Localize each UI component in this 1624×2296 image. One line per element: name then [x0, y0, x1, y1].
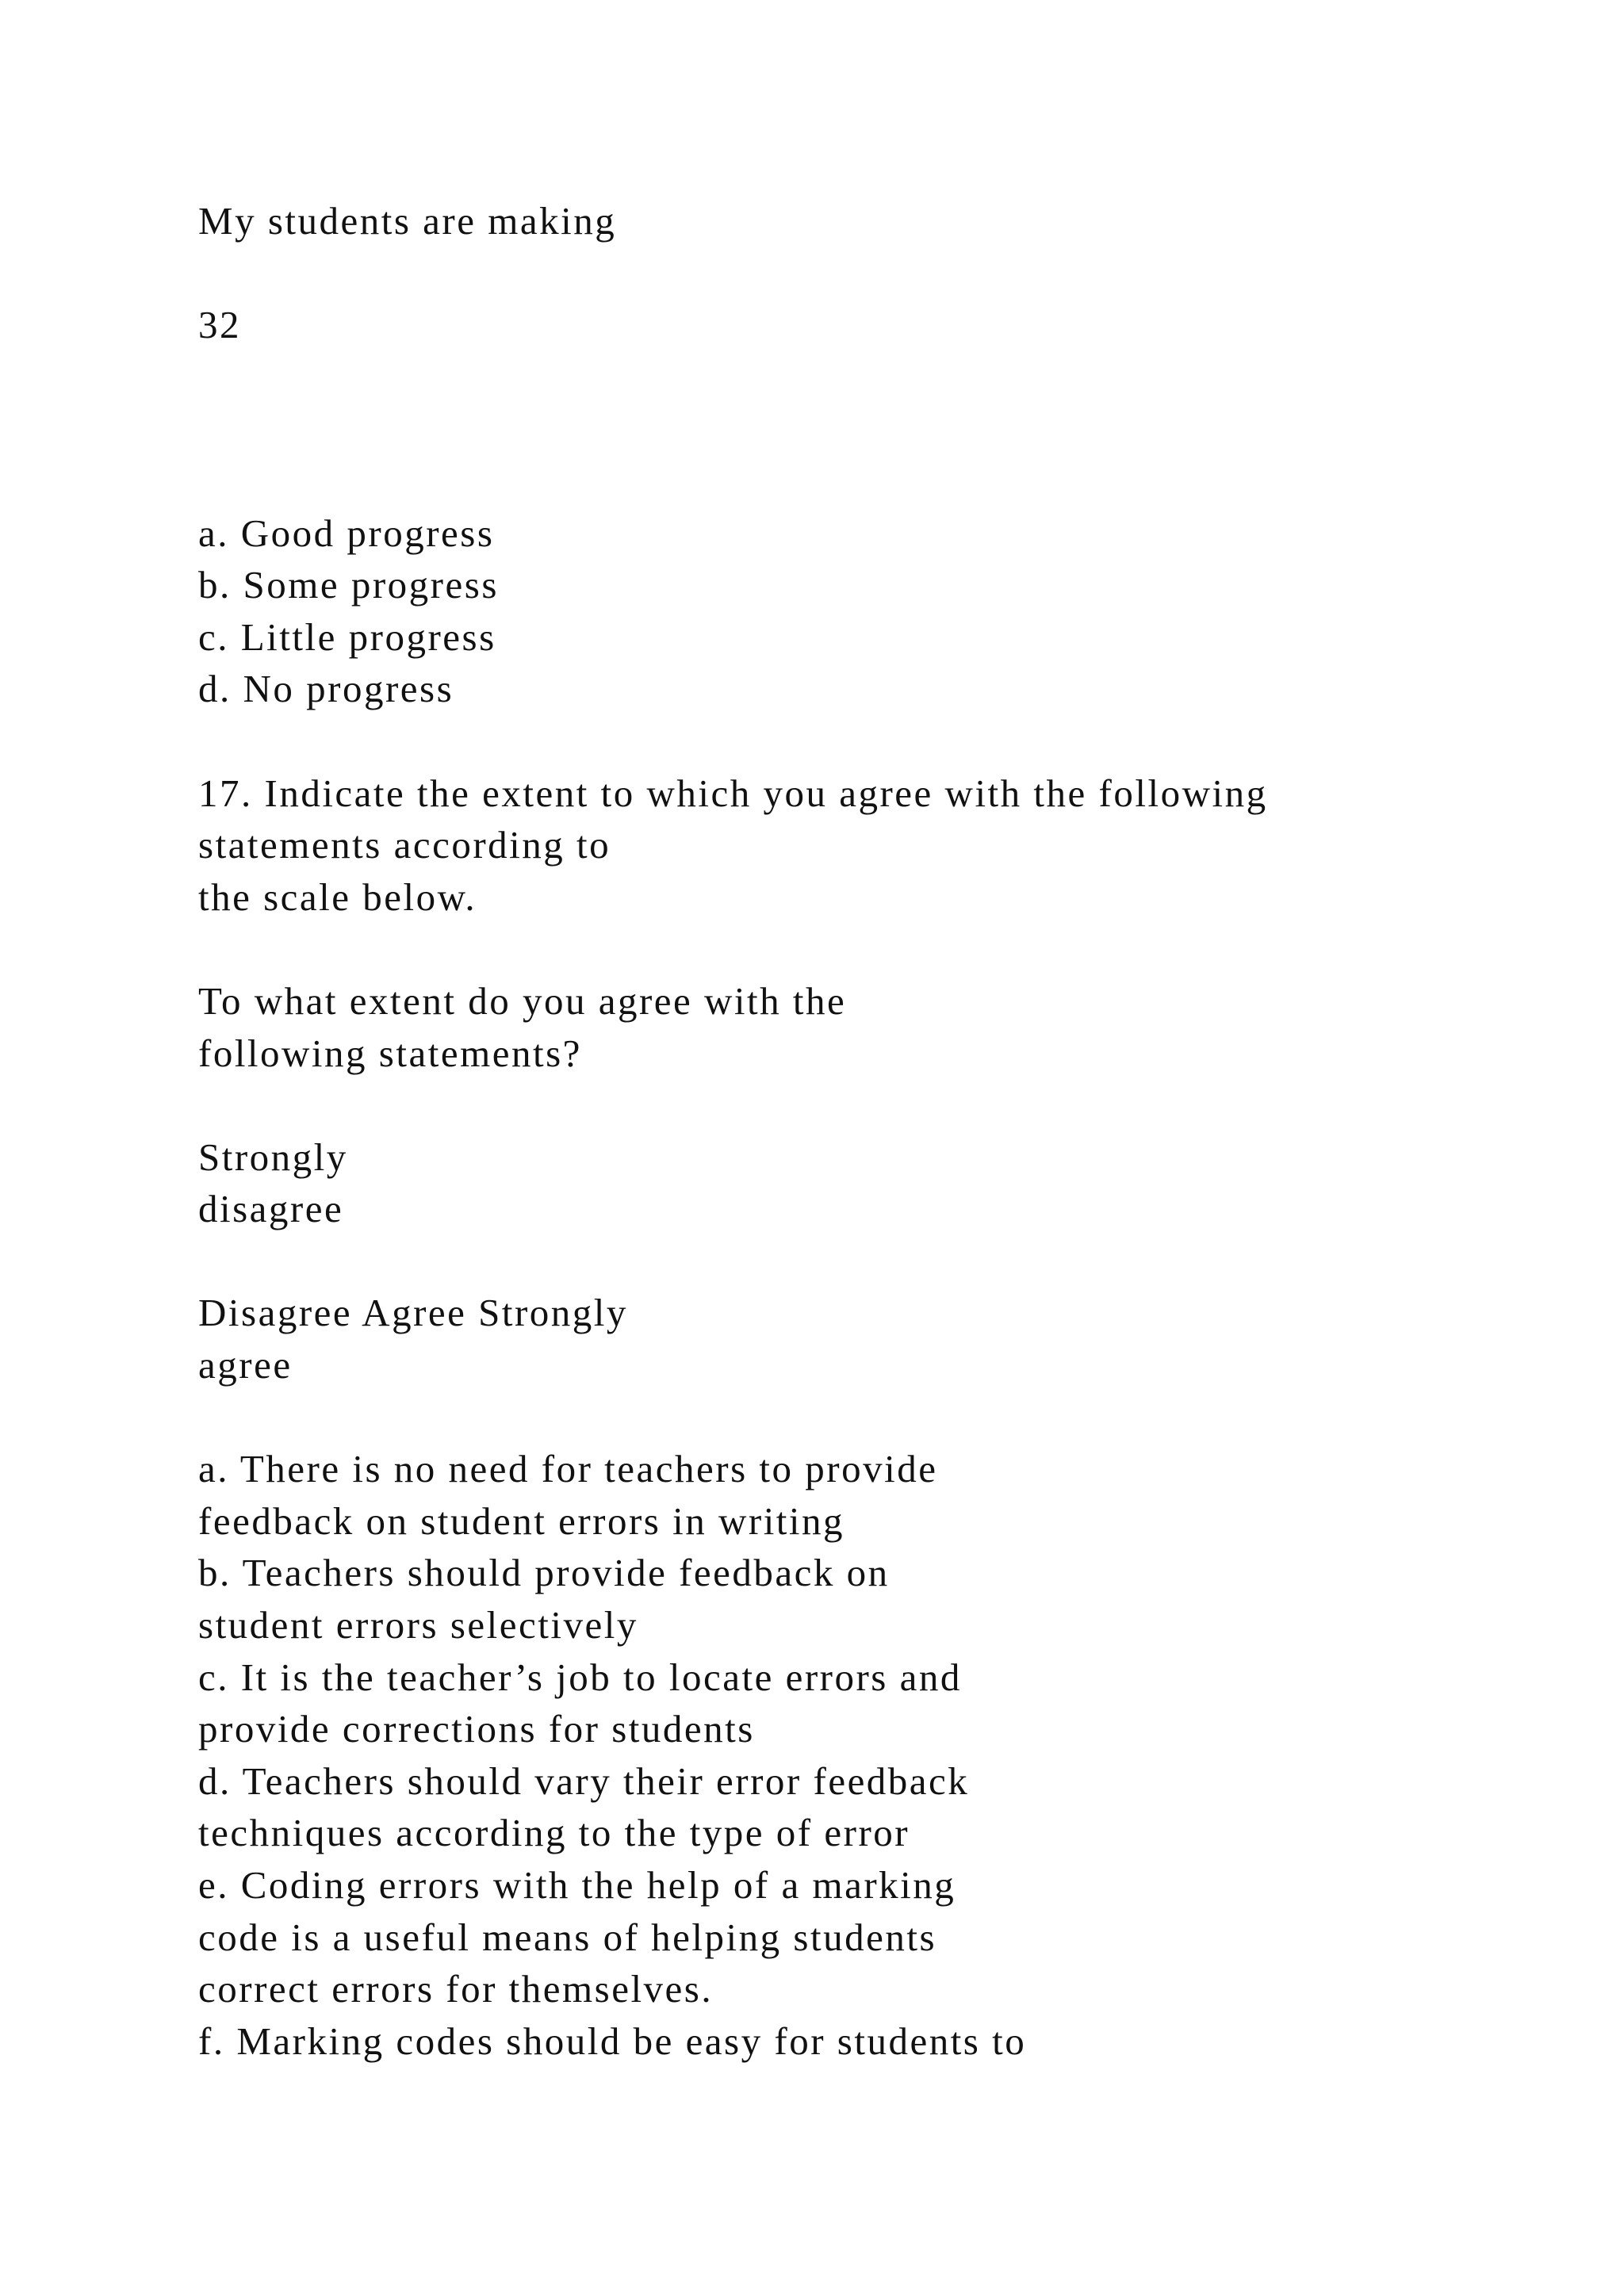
statement-line: feedback on student errors in writing — [198, 1498, 845, 1543]
question-17 — [198, 767, 1546, 924]
spacer — [198, 1391, 1546, 1444]
spacer — [198, 1235, 1546, 1288]
question-line: statements according to — [198, 823, 611, 867]
spacer — [198, 247, 1546, 300]
statement-line: provide corrections for students — [198, 1707, 755, 1751]
spacer — [198, 1079, 1546, 1131]
statement-line: e. Coding errors with the help of a marking — [198, 1863, 956, 1908]
statement-line: code is a useful means of helping students — [198, 1915, 937, 1959]
scale-line: disagree — [198, 1187, 344, 1231]
scale-line: Disagree Agree Strongly — [198, 1291, 628, 1335]
scale-line: Strongly — [198, 1135, 348, 1179]
statement-line: techniques according to the type of error — [198, 1811, 910, 1855]
progress-option: b. Some progress — [198, 563, 499, 607]
statement-line: d. Teachers should vary their error feedback — [198, 1758, 970, 1803]
spacer — [198, 351, 1546, 507]
statement-list — [198, 1443, 1546, 2067]
agreement-prompt — [198, 975, 1546, 1079]
scale-low-label — [198, 1131, 1546, 1235]
prompt-line: To what extent do you agree with the — [198, 978, 847, 1023]
statement-line: correct errors for themselves. — [198, 1967, 714, 2011]
question-line: the scale below. — [198, 874, 477, 919]
spacer — [198, 923, 1546, 975]
progress-options — [198, 507, 1546, 715]
progress-option: d. No progress — [198, 667, 454, 711]
progress-option: a. Good progress — [198, 511, 495, 555]
scale-other-labels — [198, 1287, 1546, 1391]
statement-line: c. It is the teacher’s job to locate errors and — [198, 1655, 962, 1699]
question-line: 17. Indicate the extent to which you agree with the following — [198, 771, 1268, 815]
document-text — [198, 195, 1546, 2067]
intro-sentence: My students are making — [198, 199, 617, 243]
prompt-line: following statements? — [198, 1031, 582, 1075]
scale-line: agree — [198, 1343, 293, 1387]
statement-line: b. Teachers should provide feedback on — [198, 1551, 890, 1595]
spacer — [198, 715, 1546, 767]
statement-line: student errors selectively — [198, 1603, 638, 1647]
statement-line: f. Marking codes should be easy for students to — [198, 2019, 1027, 2063]
page-number: 32 — [198, 303, 241, 347]
statement-line: a. There is no need for teachers to provide — [198, 1447, 938, 1491]
progress-option: c. Little progress — [198, 614, 496, 659]
